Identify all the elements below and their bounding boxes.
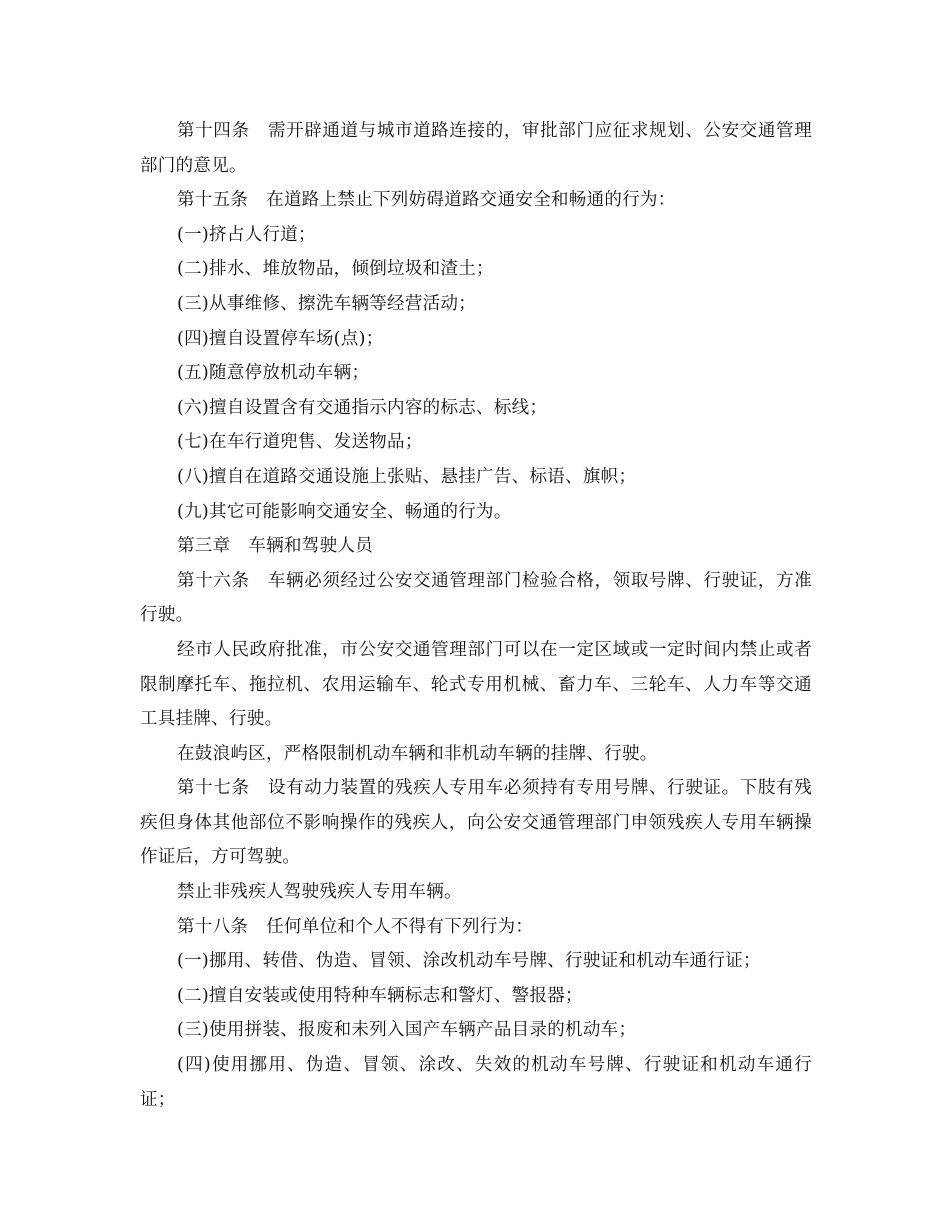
list-item — [140, 944, 812, 979]
article-label: 第十八条 — [177, 916, 249, 937]
chapter-label: 第三章 — [177, 536, 231, 557]
article-label: 第十七条 — [177, 778, 250, 799]
article-16 — [140, 564, 812, 633]
list-item — [140, 356, 812, 391]
paragraph-text: 经市人民政府批准，市公安交通管理部门可以在一定区域或一定时间内禁止或者限制摩托车、拖拉机、农用运输车、轮式专用机械、畜力车、三轮车、人力车等交通工具挂牌、行驶。 — [140, 639, 812, 730]
list-item-text: (二)排水、堆放物品，倾倒垃圾和渣土； — [177, 259, 494, 280]
article-15 — [140, 183, 812, 218]
article-text: 任何单位和个人不得有下列行为： — [266, 916, 534, 937]
article-14 — [140, 114, 812, 183]
list-item — [140, 287, 812, 322]
list-item-text: (五)随意停放机动车辆； — [177, 363, 370, 384]
article-label: 第十四条 — [177, 121, 250, 141]
list-item — [140, 425, 812, 460]
list-item-text: (八)擅自在道路交通设施上张贴、悬挂广告、标语、旗帜； — [177, 466, 637, 487]
article-text: 在道路上禁止下列妨碍道路交通安全和畅通的行为： — [266, 190, 676, 211]
list-item — [140, 391, 812, 426]
list-item-text: (四)使用挪用、伪造、冒领、涂改、失效的机动车号牌、行驶证和机动车通行证； — [140, 1055, 812, 1110]
list-item — [140, 218, 812, 253]
chapter-heading — [140, 529, 812, 564]
list-item — [140, 979, 812, 1014]
paragraph — [140, 875, 812, 910]
list-item-text: (一)挤占人行道； — [177, 224, 316, 245]
list-item-text: (一)挪用、转借、伪造、冒领、涂改机动车号牌、行驶证和机动车通行证； — [177, 951, 761, 972]
list-item-text: (三)使用拼装、报废和未列入国产车辆产品目录的机动车； — [177, 1020, 637, 1041]
paragraph — [140, 633, 812, 737]
list-item-text: (二)擅自安装或使用特种车辆标志和警灯、警报器； — [177, 985, 583, 1006]
article-label: 第十六条 — [177, 570, 250, 591]
list-item-text: (三)从事维修、擦洗车辆等经营活动； — [177, 293, 477, 314]
paragraph-text: 禁止非残疾人驾驶残疾人专用车辆。 — [177, 882, 462, 903]
list-item-text: (七)在车行道兜售、发送物品； — [177, 432, 423, 453]
article-text: 车辆必须经过公安交通管理部门检验合格，领取号牌、行驶证，方准行驶。 — [140, 570, 813, 626]
article-18 — [140, 910, 812, 945]
chapter-title: 车辆和驾驶人员 — [248, 536, 374, 557]
list-item-text: (九)其它可能影响交通安全、畅通的行为。 — [177, 501, 512, 522]
article-text: 需开辟通道与城市道路连接的，审批部门应征求规划、公安交通管理部门的意见。 — [140, 121, 813, 176]
list-item — [140, 1048, 812, 1117]
list-item — [140, 1013, 812, 1048]
article-label: 第十五条 — [177, 190, 249, 211]
list-item-text: (六)擅自设置含有交通指示内容的标志、标线； — [177, 397, 548, 418]
paragraph-text: 在鼓浪屿区，严格限制机动车辆和非机动车辆的挂牌、行驶。 — [177, 743, 658, 764]
list-item — [140, 322, 812, 357]
list-item-text: (四)擅自设置停车场(点)； — [177, 328, 384, 349]
paragraph — [140, 737, 812, 772]
document-body — [140, 114, 812, 1117]
article-17 — [140, 771, 812, 875]
list-item — [140, 460, 812, 495]
list-item — [140, 252, 812, 287]
article-text: 设有动力装置的残疾人专用车必须持有专用号牌、行驶证。下肢有残疾但身体其他部位不影响操作的残疾人，向公安交通管理部门申领残疾人专用车辆操作证后，方可驾驶。 — [140, 778, 813, 868]
list-item — [140, 495, 812, 530]
